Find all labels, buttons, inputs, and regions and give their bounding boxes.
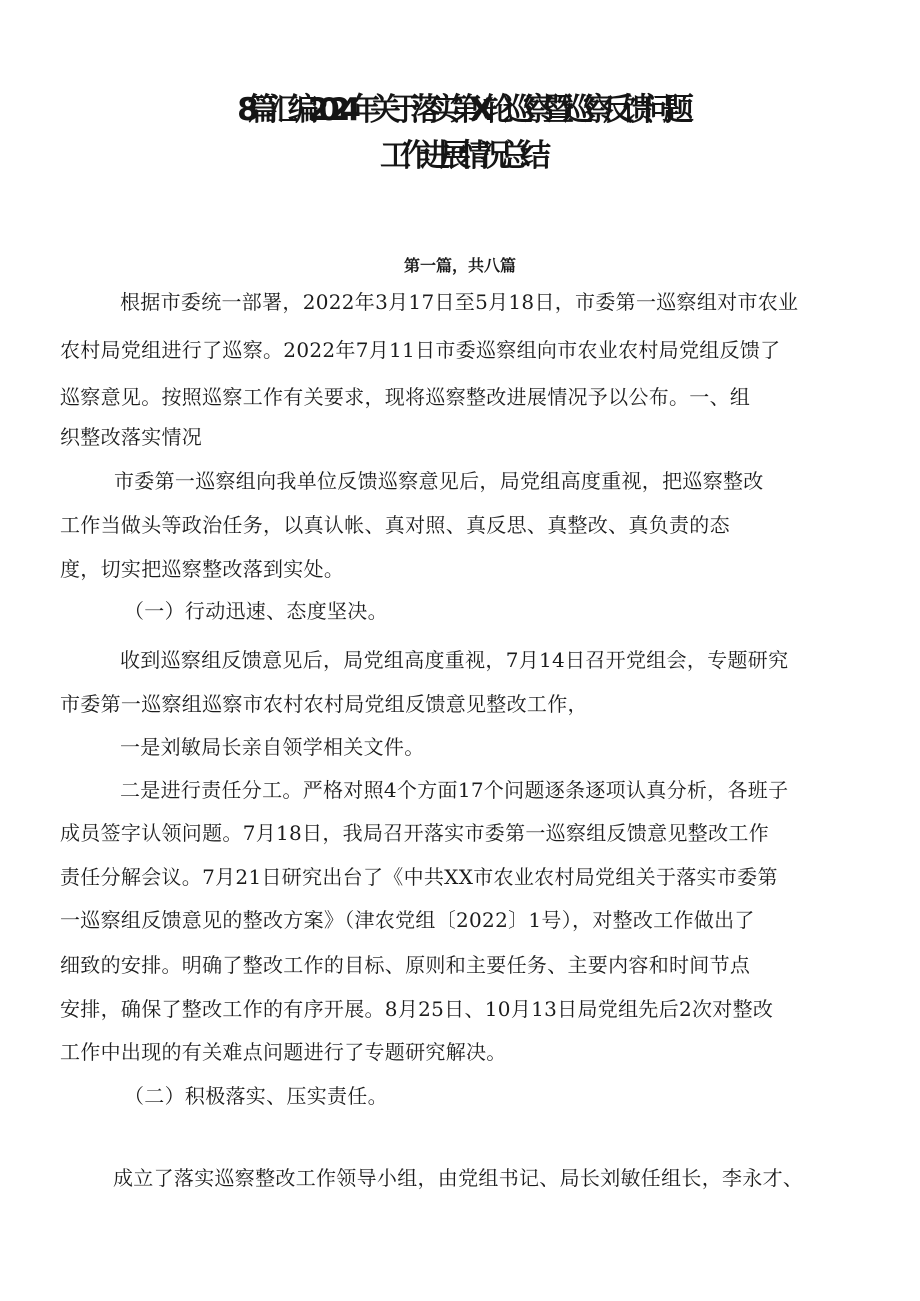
section-subtitle: 第一篇，共八篇 xyxy=(403,256,516,275)
body-text-line: 成员签字认领问题。7月18日，我局召开落实市委第一巡察组反馈意见整改工作 xyxy=(60,821,769,845)
body-text-line: 度，切实把巡察整改落到实处。 xyxy=(60,557,345,581)
body-text-line: 一是刘敏局长亲自领学相关文件。 xyxy=(120,735,425,759)
body-text-line: 巡察意见。按照巡察工作有关要求，现将巡察整改进展情况予以公布。一、组 xyxy=(60,385,751,409)
body-text-line: 根据市委统一部署，2022年3月17日至5月18日，市委第一巡察组对市农业 xyxy=(120,290,799,314)
body-text-line: 成立了落实巡察整改工作领导小组，由党组书记、局长刘敏任组长，李永才、 xyxy=(113,1166,804,1190)
body-text-line: 农村局党组进行了巡察。2022年7月11日市委巡察组向市农业农村局党组反馈了 xyxy=(60,338,781,362)
body-text-line: 安排，确保了整改工作的有序开展。8月25日、10月13日局党组先后2次对整改 xyxy=(60,997,774,1021)
body-text-line: 收到巡察组反馈意见后，局党组高度重视，7月14日召开党组会，专题研究 xyxy=(120,648,789,672)
body-text-line: 细致的安排。明确了整改工作的目标、原则和主要任务、主要内容和时间节点 xyxy=(60,953,751,977)
body-text-line: 市委第一巡察组巡察市农村农村局党组反馈意见整改工作， xyxy=(60,692,588,716)
body-text-line: 工作中出现的有关难点问题进行了专题研究解决。 xyxy=(60,1040,507,1064)
body-text-line: 织整改落实情况 xyxy=(60,425,203,449)
body-text-line: 一巡察组反馈意见的整改方案》（津农党组〔2022〕1号），对整改工作做出了 xyxy=(60,908,755,932)
body-text-line: 工作当做头等政治任务，以真认帐、真对照、真反思、真整改、真负责的态 xyxy=(60,513,730,537)
section-heading: （二）积极落实、压实责任。 xyxy=(124,1084,388,1108)
document-title-line-2: 工作进展情况总结 xyxy=(380,138,540,174)
body-text-line: 责任分解会议。7月21日研究出台了《中共XX市农业农村局党组关于落实市委第 xyxy=(60,865,778,889)
section-heading: （一）行动迅速、态度坚决。 xyxy=(124,599,388,623)
body-text-line: 二是进行责任分工。严格对照4个方面17个问题逐条逐项认真分析，各班子 xyxy=(120,778,789,802)
body-text-line: 市委第一巡察组向我单位反馈巡察意见后，局党组高度重视，把巡察整改 xyxy=(114,469,764,493)
document-title-line-1: 8篇汇编2024年关于落实第X轮巡察暨巡察反馈问题 xyxy=(237,92,683,128)
